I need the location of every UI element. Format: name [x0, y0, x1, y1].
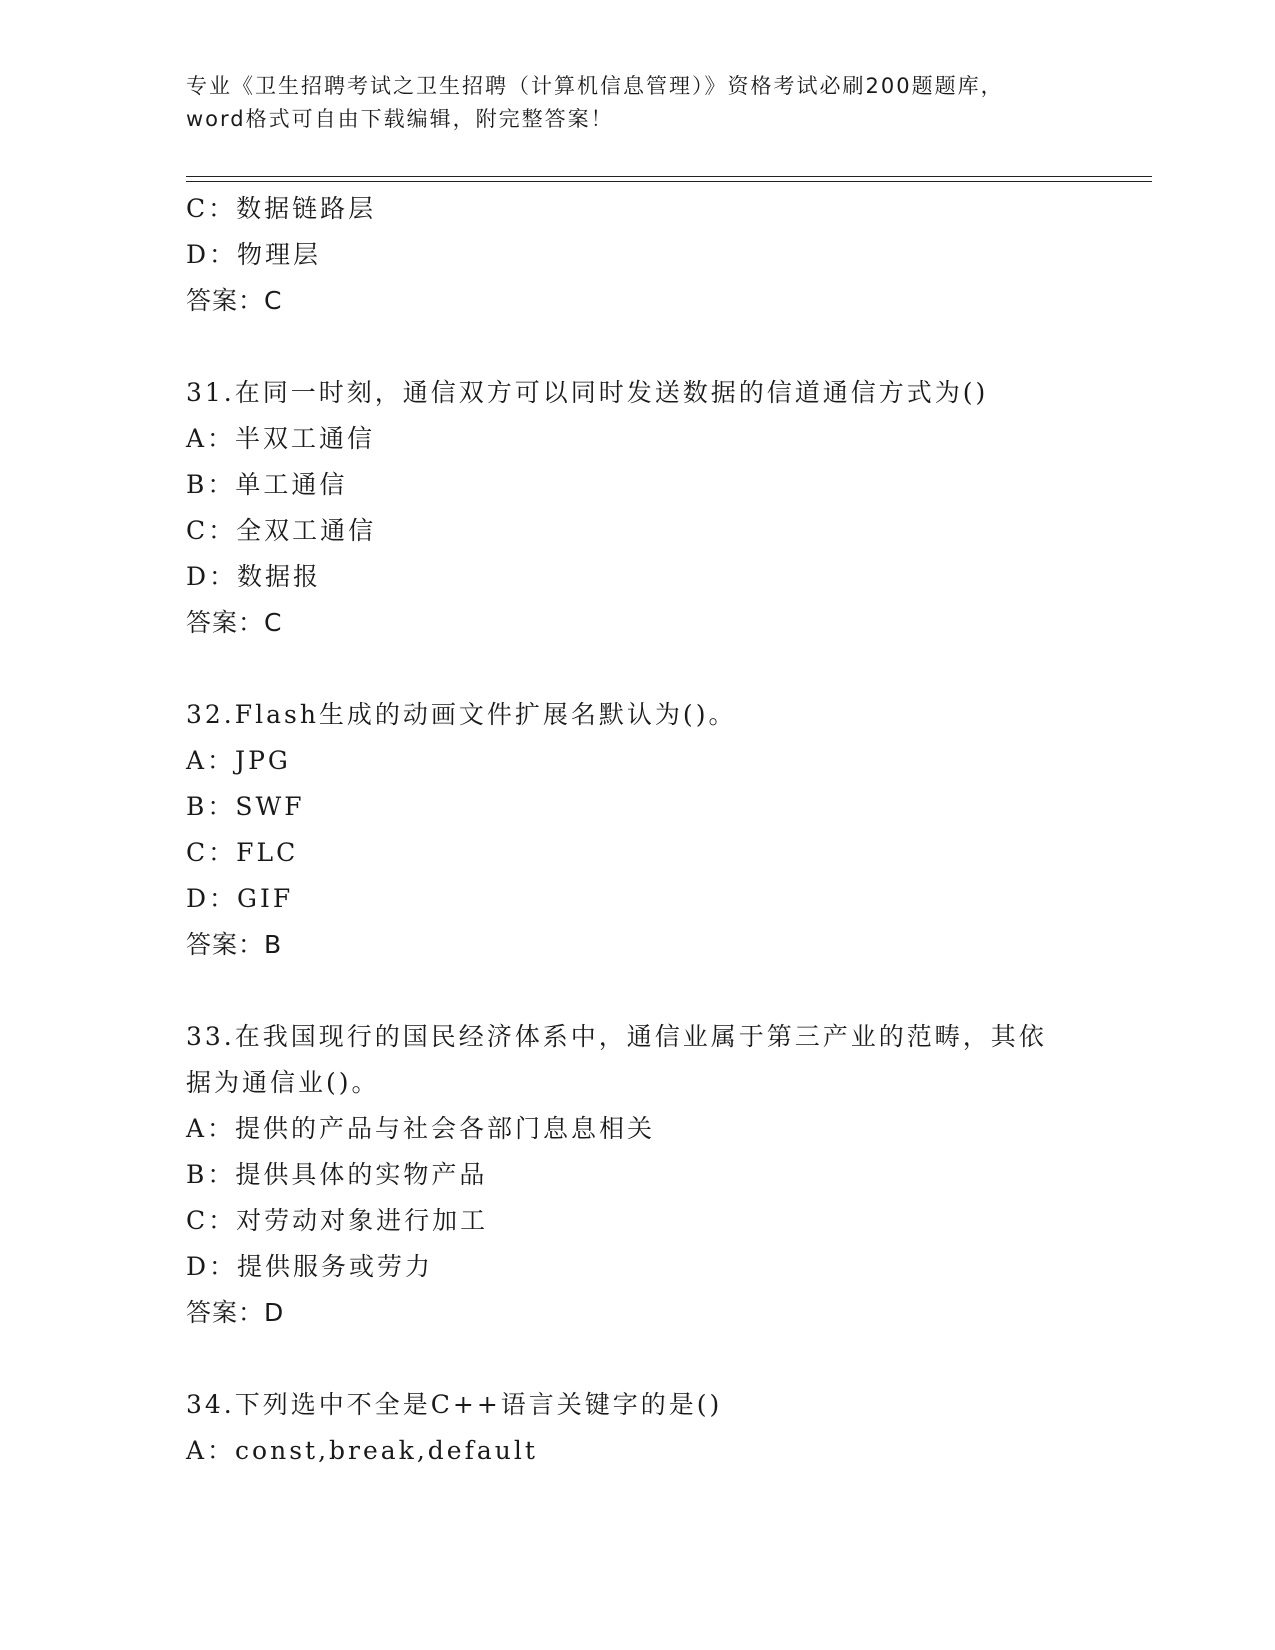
option-c: C：对劳动对象进行加工 [186, 1206, 489, 1235]
option-a: A：JPG [186, 746, 291, 775]
option-d: D：物理层 [186, 240, 322, 269]
option-d: D：GIF [186, 884, 294, 913]
option-c: C：FLC [186, 838, 299, 867]
option-a: A：半双工通信 [186, 424, 376, 453]
option-d: D：提供服务或劳力 [186, 1252, 434, 1281]
option-b: B：提供具体的实物产品 [186, 1160, 488, 1189]
answer-label: 答案：B [186, 930, 283, 959]
question-31 [186, 370, 1152, 646]
question-stem: 34.下列选中不全是C++语言关键字的是() [186, 1390, 723, 1419]
option-a: A：const,break,default [186, 1436, 538, 1465]
option-b: B：SWF [186, 792, 305, 821]
question-34 [186, 1382, 1152, 1474]
header-line-1: 专业《卫生招聘考试之卫生招聘（计算机信息管理）》资格考试必刷200题题库， [186, 74, 1004, 98]
question-33 [186, 1014, 1152, 1336]
question-stem-line-1: 33.在我国现行的国民经济体系中，通信业属于第三产业的范畴，其依 [186, 1022, 1047, 1051]
option-c: C：数据链路层 [186, 194, 377, 223]
option-b: B：单工通信 [186, 470, 348, 499]
option-a: A：提供的产品与社会各部门息息相关 [186, 1114, 656, 1143]
question-30-continued [186, 186, 1152, 324]
question-stem: 31.在同一时刻，通信双方可以同时发送数据的信道通信方式为() [186, 378, 989, 407]
question-32 [186, 692, 1152, 968]
document-header [186, 70, 1066, 136]
question-list [186, 186, 1152, 1474]
answer-label: 答案：C [186, 286, 283, 315]
answer-label: 答案：C [186, 608, 283, 637]
answer-label: 答案：D [186, 1298, 285, 1327]
question-stem-line-2: 据为通信业()。 [186, 1068, 380, 1097]
option-d: D：数据报 [186, 562, 322, 591]
header-divider-bottom [186, 181, 1152, 182]
option-c: C：全双工通信 [186, 516, 377, 545]
header-divider-top [186, 176, 1152, 177]
question-stem: 32.Flash生成的动画文件扩展名默认为()。 [186, 700, 737, 729]
header-line-2: word格式可自由下载编辑，附完整答案！ [186, 107, 614, 131]
